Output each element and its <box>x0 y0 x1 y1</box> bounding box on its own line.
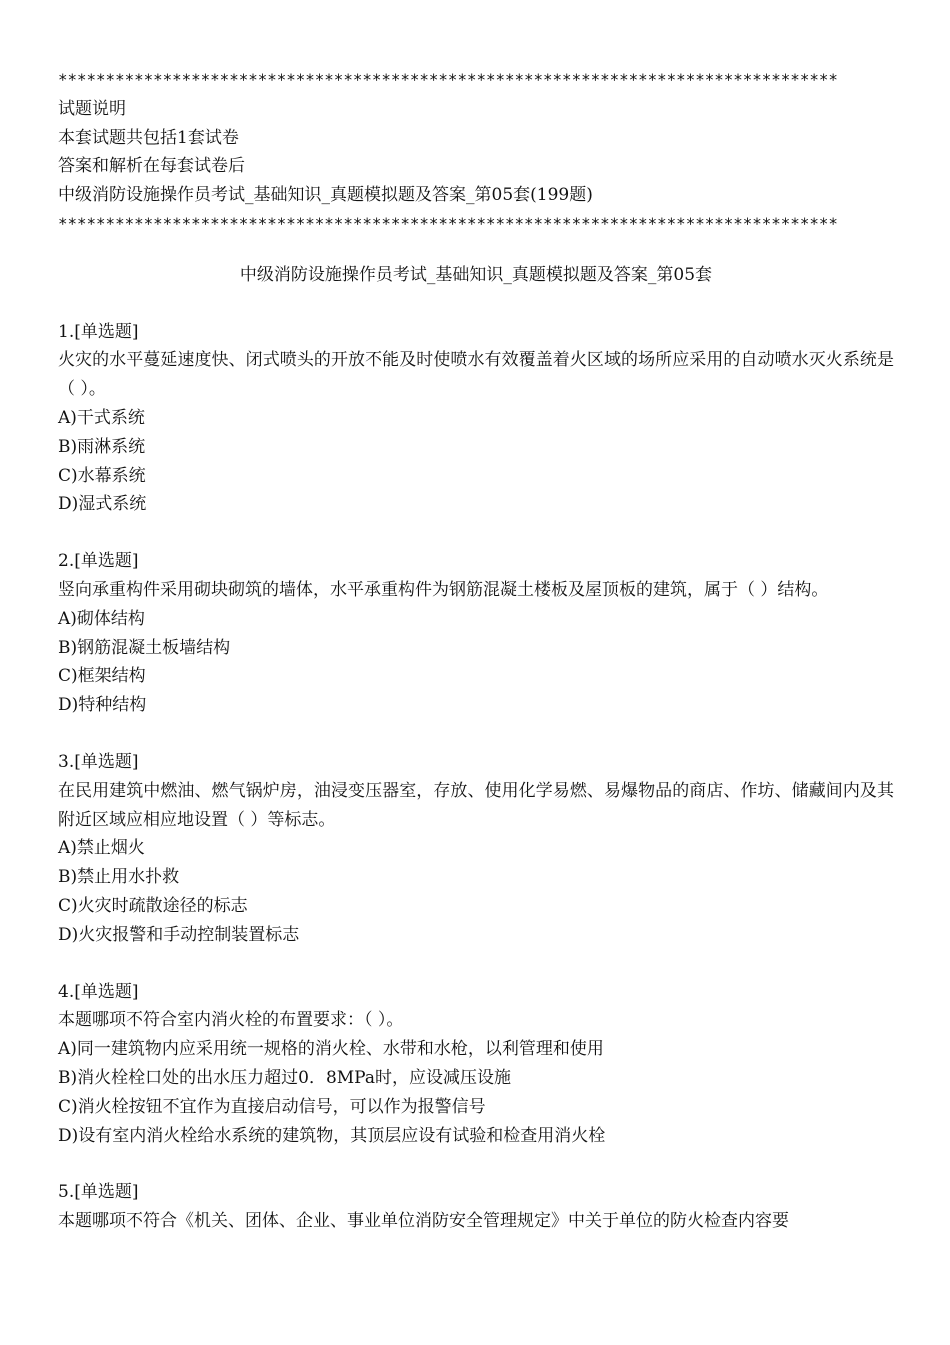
intro-line: 中级消防设施操作员考试_基础知识_真题模拟题及答案_第05套(199题) <box>58 185 593 206</box>
question-item <box>58 1178 894 1236</box>
option-a: A)同一建筑物内应采用统一规格的消火栓、水带和水枪，以利管理和使用 <box>58 1039 604 1060</box>
document-title: 中级消防设施操作员考试_基础知识_真题模拟题及答案_第05套 <box>239 264 713 285</box>
document-page <box>58 66 894 1236</box>
option-c: C)火灾时疏散途径的标志 <box>58 895 248 916</box>
option-c: C)消火栓按钮不宜作为直接启动信号，可以作为报警信号 <box>58 1096 486 1117</box>
question-label: 4.[单选题] <box>58 981 139 1002</box>
option-a: A)禁止烟火 <box>58 838 145 859</box>
question-stem: 本题哪项不符合《机关、团体、企业、事业单位消防安全管理规定》中关于单位的防火检查内容要 <box>58 1211 789 1232</box>
intro-line: 答案和解析在每套试卷后 <box>58 156 245 177</box>
option-b: B)雨淋系统 <box>58 436 146 457</box>
option-b: B)钢筋混凝土板墙结构 <box>58 637 231 658</box>
option-d: D)设有室内消火栓给水系统的建筑物，其顶层应设有试验和检查用消火栓 <box>58 1125 606 1146</box>
option-d: D)特种结构 <box>58 695 147 716</box>
question-stem: 本题哪项不符合室内消火栓的布置要求：（ ）。 <box>58 1010 404 1031</box>
question-item <box>58 318 894 520</box>
question-label: 1.[单选题] <box>58 321 139 342</box>
question-stem: 火灾的水平蔓延速度快、闭式喷头的开放不能及时使喷水有效覆盖着火区域的场所应采用的自动喷水灭火系统是（ ）。 <box>58 350 894 400</box>
question-stem: 在民用建筑中燃油、燃气锅炉房，油浸变压器室，存放、使用化学易燃、易爆物品的商店、作坊、储藏间内及其附近区域应相应地设置（ ）等标志。 <box>58 780 894 830</box>
separator-top: ********************************************************************************** <box>58 70 838 89</box>
question-item <box>58 547 894 720</box>
question-label: 3.[单选题] <box>58 751 139 772</box>
intro-title: 试题说明 <box>58 98 126 119</box>
question-item <box>58 978 894 1151</box>
option-a: A)干式系统 <box>58 407 145 428</box>
option-b: B)禁止用水扑救 <box>58 867 180 888</box>
option-a: A)砌体结构 <box>58 608 145 629</box>
question-item <box>58 748 894 950</box>
option-c: C)水幕系统 <box>58 465 146 486</box>
option-b: B)消火栓栓口处的出水压力超过0．8MPa时，应设减压设施 <box>58 1067 511 1088</box>
option-c: C)框架结构 <box>58 666 146 687</box>
question-label: 5.[单选题] <box>58 1182 139 1203</box>
intro-line: 本套试题共包括1套试卷 <box>58 127 239 148</box>
separator-bottom: ********************************************************************************** <box>58 213 838 233</box>
question-label: 2.[单选题] <box>58 551 139 572</box>
question-stem: 竖向承重构件采用砌块砌筑的墙体，水平承重构件为钢筋混凝土楼板及屋顶板的建筑，属于（ ）结构。 <box>58 579 829 600</box>
option-d: D)火灾报警和手动控制装置标志 <box>58 924 300 945</box>
option-d: D)湿式系统 <box>58 494 147 515</box>
